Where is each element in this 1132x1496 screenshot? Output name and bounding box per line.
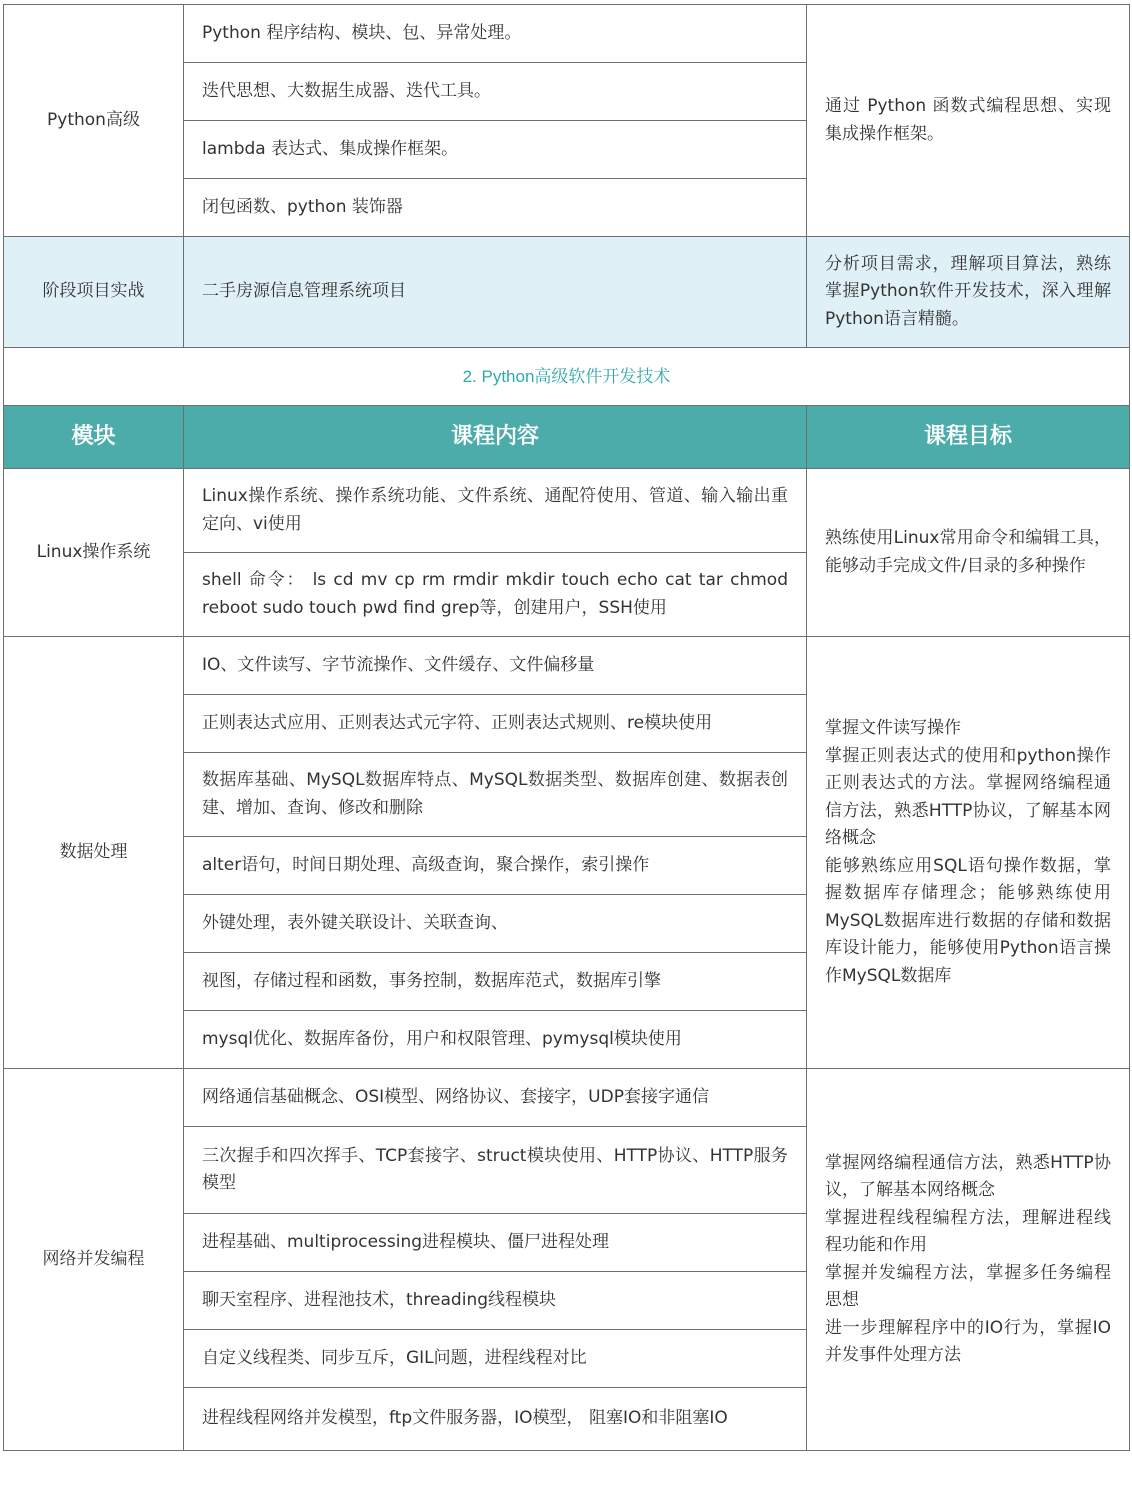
table-header-row bbox=[4, 406, 1130, 469]
content-cell: mysql优化、数据库备份，用户和权限管理、pymysql模块使用 bbox=[184, 1011, 807, 1069]
content-cell: 二手房源信息管理系统项目 bbox=[184, 237, 807, 348]
table-row bbox=[4, 5, 1130, 63]
content-cell: 闭包函数、python 装饰器 bbox=[184, 179, 807, 237]
section-title: 2. Python高级软件开发技术 bbox=[4, 348, 1130, 406]
goal-line: 掌握文件读写操作 bbox=[825, 718, 961, 738]
goal-line: 掌握网络编程通信方法，熟悉HTTP协议，了解基本网络概念 bbox=[825, 1152, 1111, 1200]
content-cell: 视图，存储过程和函数，事务控制，数据库范式，数据库引擎 bbox=[184, 953, 807, 1011]
content-cell: 自定义线程类、同步互斥，GIL问题，进程线程对比 bbox=[184, 1330, 807, 1388]
content-cell: 迭代思想、大数据生成器、迭代工具。 bbox=[184, 63, 807, 121]
header-module: 模块 bbox=[4, 406, 184, 469]
goal-line: 进一步理解程序中的IO行为，掌握IO并发事件处理方法 bbox=[825, 1317, 1111, 1365]
goal-cell bbox=[807, 637, 1130, 1069]
content-cell: Linux操作系统、操作系统功能、文件系统、通配符使用、管道、输入输出重定向、vi使用 bbox=[184, 469, 807, 553]
goal-cell: 分析项目需求，理解项目算法，熟练掌握Python软件开发技术，深入理解Python语言精髓。 bbox=[807, 237, 1130, 348]
module-cell-linux: Linux操作系统 bbox=[4, 469, 184, 637]
table-row bbox=[4, 469, 1130, 553]
content-cell: shell 命令： ls cd mv cp rm rmdir mkdir touch echo cat tar chmod reboot sudo touch pwd find grep等，创建用户，SSH使用 bbox=[184, 553, 807, 637]
table-row bbox=[4, 1069, 1130, 1127]
content-cell: 数据库基础、MySQL数据库特点、MySQL数据类型、数据库创建、数据表创建、增加、查询、修改和删除 bbox=[184, 753, 807, 837]
header-goal: 课程目标 bbox=[807, 406, 1130, 469]
module-cell-data: 数据处理 bbox=[4, 637, 184, 1069]
module-cell-python-advanced: Python高级 bbox=[4, 5, 184, 237]
goal-cell: 通过 Python 函数式编程思想、实现集成操作框架。 bbox=[807, 5, 1130, 237]
goal-line: 能够熟练应用SQL语句操作数据，掌握数据库存储理念；能够熟练使用MySQL数据库进行数据的存储和数据库设计能力，能够使用Python语言操作MySQL数据库 bbox=[825, 855, 1111, 986]
table-row bbox=[4, 237, 1130, 348]
header-content: 课程内容 bbox=[184, 406, 807, 469]
content-cell: 聊天室程序、进程池技术，threading线程模块 bbox=[184, 1272, 807, 1330]
goal-line: 掌握正则表达式的使用和python操作正则表达式的方法。掌握网络编程通信方法，熟悉HTTP协议，了解基本网络概念 bbox=[825, 745, 1111, 848]
content-cell: lambda 表达式、集成操作框架。 bbox=[184, 121, 807, 179]
table-row bbox=[4, 637, 1130, 695]
content-cell: 网络通信基础概念、OSI模型、网络协议、套接字，UDP套接字通信 bbox=[184, 1069, 807, 1127]
content-cell: alter语句，时间日期处理、高级查询，聚合操作，索引操作 bbox=[184, 837, 807, 895]
content-cell: 进程基础、multiprocessing进程模块、僵尸进程处理 bbox=[184, 1214, 807, 1272]
goal-cell bbox=[807, 1069, 1130, 1451]
content-cell: 外键处理，表外键关联设计、关联查询、 bbox=[184, 895, 807, 953]
goal-line: 掌握并发编程方法，掌握多任务编程思想 bbox=[825, 1262, 1111, 1310]
goal-cell: 熟练使用Linux常用命令和编辑工具，能够动手完成文件/目录的多种操作 bbox=[807, 469, 1130, 637]
content-cell: IO、文件读写、字节流操作、文件缓存、文件偏移量 bbox=[184, 637, 807, 695]
goal-line: 掌握进程线程编程方法，理解进程线程功能和作用 bbox=[825, 1207, 1111, 1255]
content-cell: 进程线程网络并发模型，ftp文件服务器，IO模型， 阻塞IO和非阻塞IO bbox=[184, 1388, 807, 1451]
curriculum-table bbox=[3, 4, 1130, 1451]
section-title-row bbox=[4, 348, 1130, 406]
content-cell: 三次握手和四次挥手、TCP套接字、struct模块使用、HTTP协议、HTTP服务模型 bbox=[184, 1127, 807, 1214]
module-cell-network: 网络并发编程 bbox=[4, 1069, 184, 1451]
module-cell-stage-project: 阶段项目实战 bbox=[4, 237, 184, 348]
content-cell: Python 程序结构、模块、包、异常处理。 bbox=[184, 5, 807, 63]
content-cell: 正则表达式应用、正则表达式元字符、正则表达式规则、re模块使用 bbox=[184, 695, 807, 753]
